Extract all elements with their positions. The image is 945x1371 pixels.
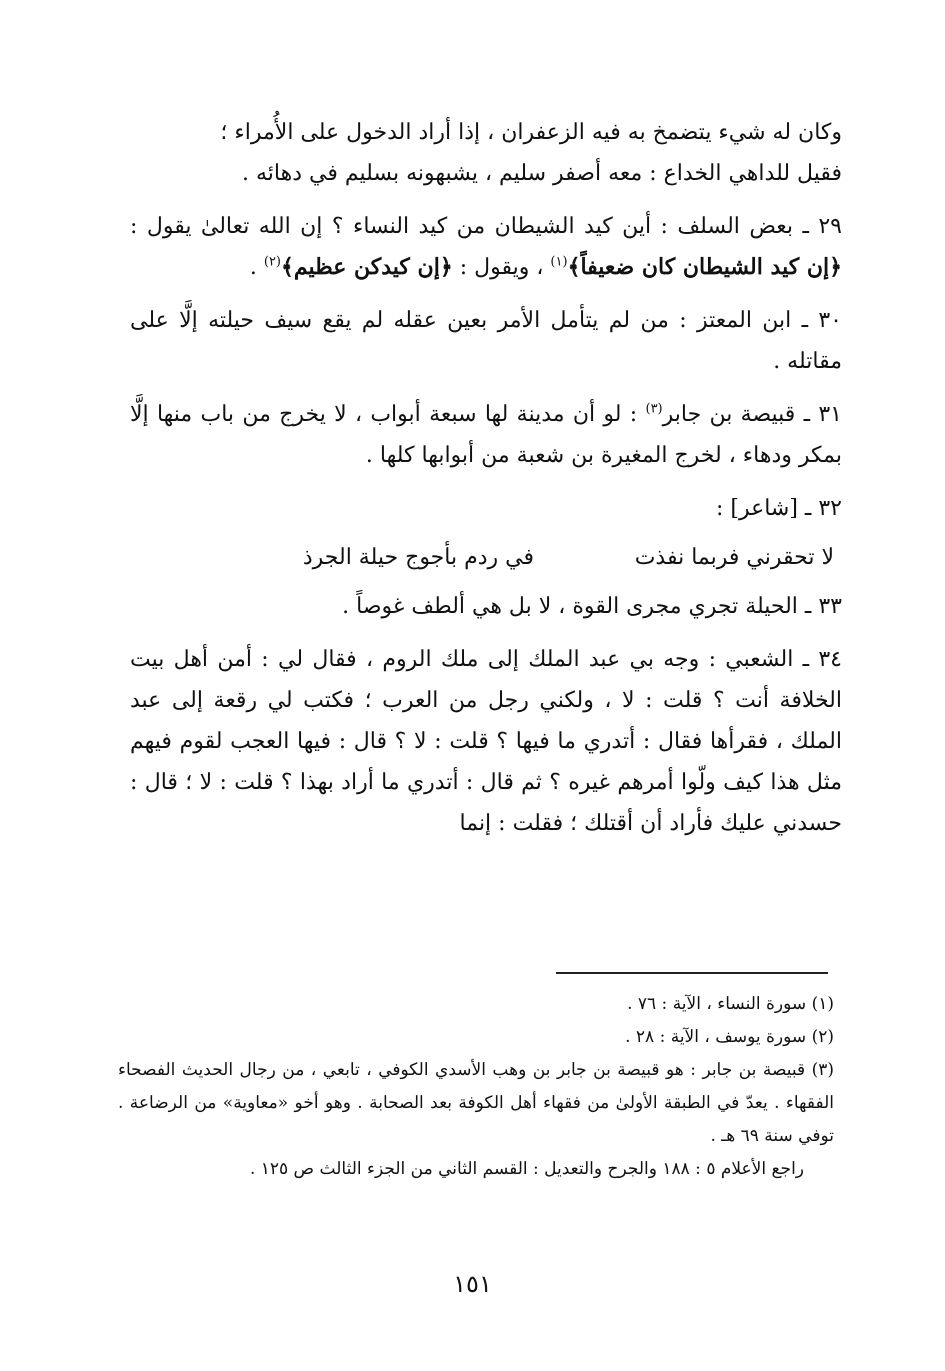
intro-line-2: فقيل للداهي الخداع : معه أصفر سليم ، يشبهونه بسليم في دهائه . [241, 161, 842, 186]
paragraph-32-label: ٣٢ ـ [شاعر] : [715, 496, 842, 521]
page-number: ١٥١ [453, 1270, 492, 1298]
footnote-3-reference [118, 1153, 834, 1186]
quran-quote-1: ﴿إن كيد الشيطان كان ضعيفاً﴾ [567, 254, 842, 280]
footnotes [118, 988, 834, 1186]
footnote-3: (٣) قبيصة بن جابر : هو قبيصة بن جابر بن وهب الأسدي الكوفي ، تابعي ، من رجال الحديث الفصحاء الفقهاء . يعدّ في الطبقة الأولىٰ من فقهاء أهل الكوفة بعد الصحابة . وهو أخو «معاوية» من الرضاعة . توفي سنة ٦٩ هـ . [118, 1060, 834, 1146]
paragraph-33: ٣٣ ـ الحيلة تجري مجرى القوة ، لا بل هي ألطف غوصاً . [342, 594, 842, 619]
footnote-separator [556, 972, 828, 974]
para-31-text-b: : لو أن مدينة لها سبعة أبواب ، لا يخرج من باب منها إلَّا بمكر ودهاء ، لخرج المغيرة بن شعبة من أبوابها كلها . [130, 402, 842, 468]
quran-quote-2: ﴿إن كيدكن عظيم﴾ [281, 254, 453, 280]
footnote-ref-1[interactable]: (١) [550, 254, 568, 270]
paragraph-34: ٣٤ ـ الشعبي : وجه بي عبد الملك إلى ملك الروم ، فقال لي : أمن أهل بيت الخلافة أنت ؟ قلت : لا ، ولكني رجل من العرب ؛ فكتب لي رقعة إلى عبد الملك ، فقرأها فقال : أتدري ما فيها ؟ قلت : لا ؟ قال : فيها العجب لقوم فيهم مثل هذا كيف ولّوا أمرهم غيره ؟ ثم قال : أتدري ما أراد بهذا ؟ قلت : لا ؛ قال : حسدني عليك فأراد أن أقتلك ؛ فقلت : إنما [130, 647, 842, 836]
footnote-2: (٢) سورة يوسف ، الآية : ٢٨ . [625, 1027, 834, 1047]
main-text [130, 112, 842, 856]
para-31-text-a: ٣١ ـ قبيصة بن جابر [662, 402, 842, 427]
footnote-3-reference-text: راجع الأعلام ٥ : ١٨٨ والجرح والتعديل : القسم الثاني من الجزء الثالث ص ١٢٥ . [249, 1159, 804, 1179]
verse-hemistich-1: لا تحقرني فربما نفذت [634, 545, 834, 570]
verse-hemistich-2: في ردم بأجوج حيلة الجرذ [302, 545, 534, 570]
paragraph-intro [130, 112, 842, 194]
para-29-text-b: ، ويقول : [452, 255, 551, 280]
paragraph-30: ٣٠ ـ ابن المعتز : من لم يتأمل الأمر بعين عقله لم يقع سيف حيلته إلَّا على مقاتله . [130, 308, 842, 374]
footnote-1: (١) سورة النساء ، الآية : ٧٦ . [627, 994, 834, 1014]
footnote-ref-3[interactable]: (٣) [645, 401, 663, 417]
para-29-text-c: . [249, 255, 264, 280]
intro-line-1: وكان له شيء يتضمخ به فيه الزعفران ، إذا أراد الدخول على الأُمراء ؛ [220, 120, 842, 145]
poem-verse [130, 537, 842, 578]
footnote-ref-2[interactable]: (٢) [263, 254, 281, 270]
paragraph-29 [130, 206, 842, 288]
para-29-text-a: ٢٩ ـ بعض السلف : أين كيد الشيطان من كيد النساء ؟ إن الله تعالىٰ يقول : [130, 214, 842, 239]
paragraph-31 [130, 394, 842, 476]
